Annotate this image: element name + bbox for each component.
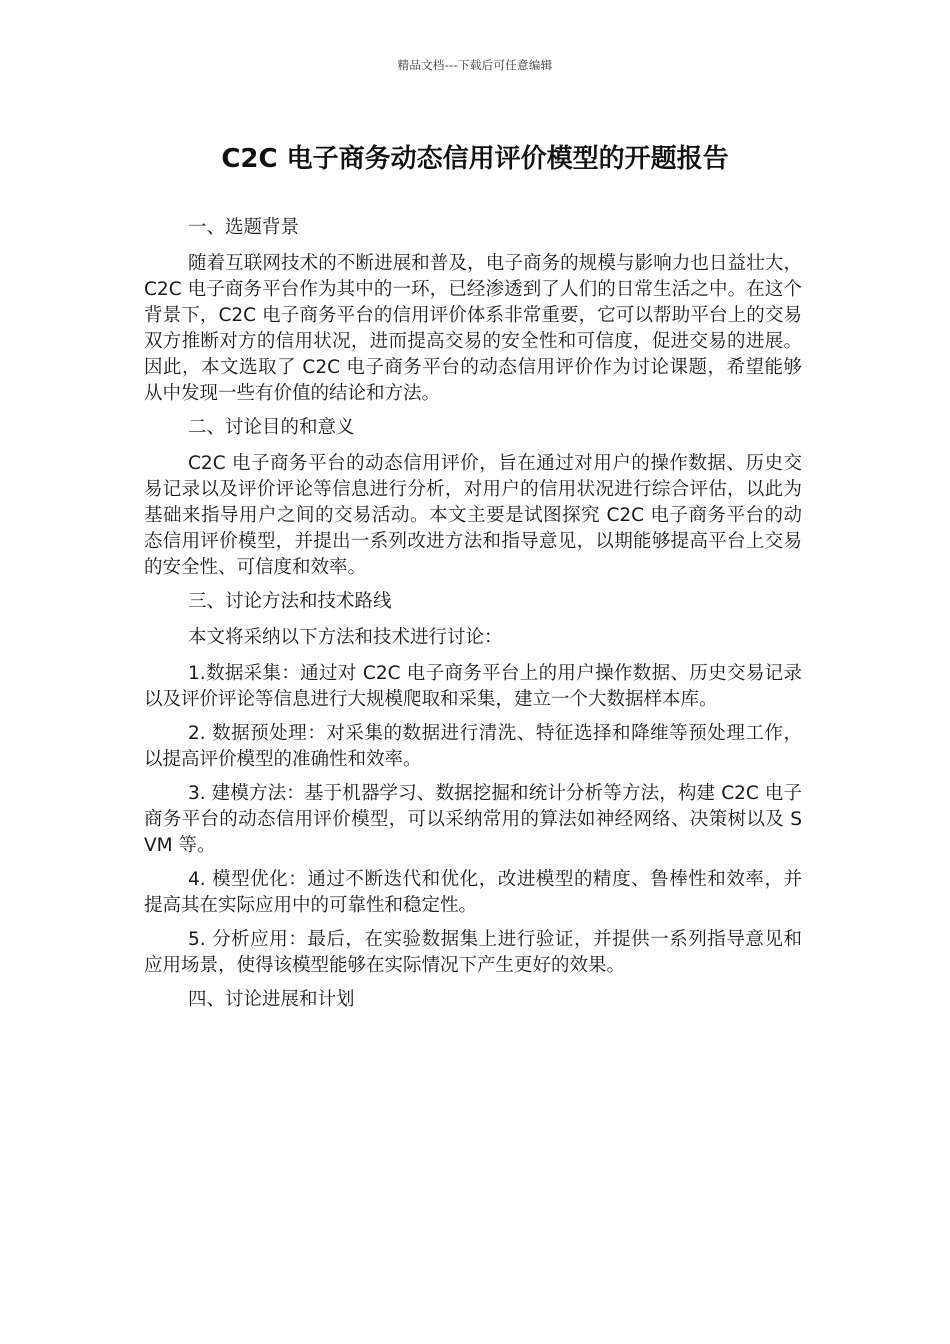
section-heading-methods: 三、讨论方法和技术路线 [188,591,392,612]
method-item-application: 5. 分析应用：最后，在实验数据集上进行验证，并提供一系列指导意见和应用场景，使得该模型能够在实际情况下产生更好的效果。 [144,929,802,976]
section-heading-background: 一、选题背景 [188,217,300,238]
method-item-data-collection: 1.数据采集：通过对 C2C 电子商务平台上的用户操作数据、历史交易记录以及评价评论等信息进行大规模爬取和采集，建立一个大数据样本库。 [144,663,802,710]
document-title: C2C 电子商务动态信用评价模型的开题报告 [221,144,729,174]
document-body [144,215,802,1023]
paragraph-background: 随着互联网技术的不断进展和普及，电子商务的规模与影响力也日益壮大，C2C 电子商务平台作为其中的一环，已经渗透到了人们的日常生活之中。在这个背景下，C2C 电子商务平台的信用评价体系非常重要，它可以帮助平台上的交易双方推断对方的信用状况，进而提高交易的安全性和可信度，促进交易的进展。因此，本文选取了 C2C 电子商务平台的动态信用评价作为讨论课题，希望能够从中发现一些有价值的结论和方法。 [144,253,802,404]
paragraph-purpose: C2C 电子商务平台的动态信用评价，旨在通过对用户的操作数据、历史交易记录以及评价评论等信息进行分析，对用户的信用状况进行综合评估，以此为基础来指导用户之间的交易活动。本文主要是试图探究 C2C 电子商务平台的动态信用评价模型，并提出一系列改进方法和指导意见，以期能够提高平台上交易的安全性、可信度和效率。 [144,453,802,578]
section-heading-purpose: 二、讨论目的和意义 [188,417,355,438]
header-note: 精品文档---下载后可任意编辑 [397,58,553,72]
method-item-preprocessing: 2. 数据预处理：对采集的数据进行清洗、特征选择和降维等预处理工作，以提高评价模型的准确性和效率。 [144,723,802,770]
method-item-optimization: 4. 模型优化：通过不断迭代和优化，改进模型的精度、鲁棒性和效率，并提高其在实际应用中的可靠性和稳定性。 [144,869,802,916]
paragraph-methods-intro: 本文将采纳以下方法和技术进行讨论： [188,627,503,648]
section-heading-progress: 四、讨论进展和计划 [188,989,355,1010]
method-item-modeling: 3. 建模方法：基于机器学习、数据挖掘和统计分析等方法，构建 C2C 电子商务平台的动态信用评价模型，可以采纳常用的算法如神经网络、决策树以及 SVM 等。 [144,783,802,856]
